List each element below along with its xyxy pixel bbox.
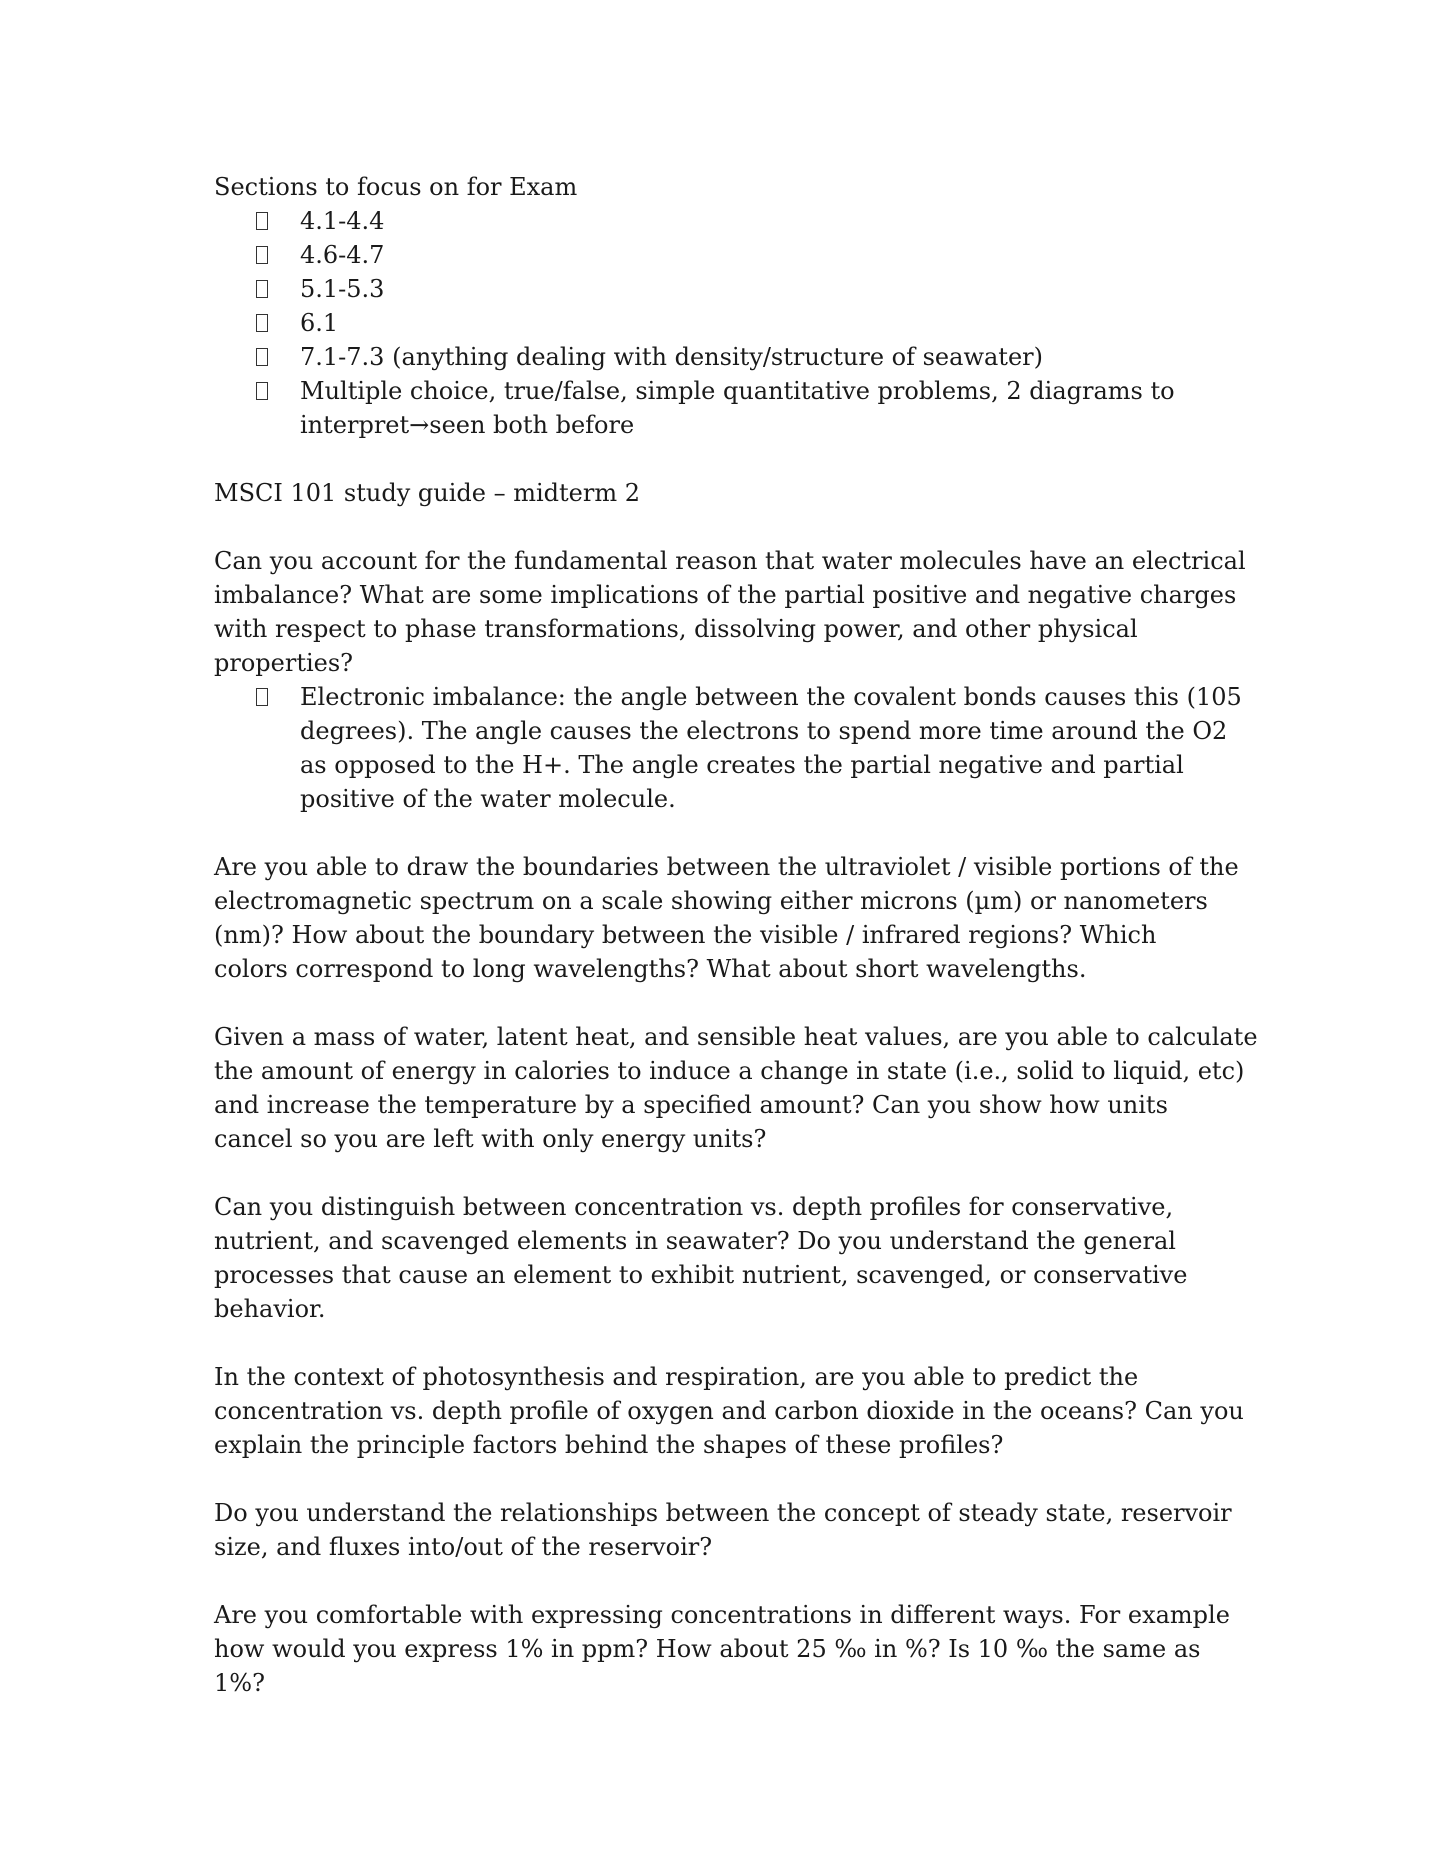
list-item: Electronic imbalance: the angle between the covalent bonds causes this (105 degrees). The angle causes the electrons to spend more time around the O2 as opposed to the H+. The angle creates the partial negative and partial positive of the water molecule. bbox=[256, 680, 1254, 816]
bullet-box-icon bbox=[256, 314, 268, 332]
bullet-box-icon bbox=[256, 212, 268, 230]
question-depth-profiles: Can you distinguish between concentration vs. depth profiles for conservative, nutrient, and scavenged elements in seawater? Do you understand the general processes that cause an element to exhibit nutrient, scavenged, or conservative behavior. bbox=[214, 1193, 1188, 1323]
page-title: MSCI 101 study guide – midterm 2 bbox=[214, 479, 640, 507]
list-item: 5.1-5.3 bbox=[256, 272, 1254, 306]
focus-list bbox=[214, 204, 1254, 442]
list-item: 4.1-4.4 bbox=[256, 204, 1254, 238]
question-water-imbalance: Can you account for the fundamental reason that water molecules have an electrical imbalance? What are some implications of the partial positive and negative charges with respect to phase transformations, dissolving power, and other physical properties? bbox=[214, 547, 1246, 677]
list-item: 7.1-7.3 (anything dealing with density/structure of seawater) bbox=[256, 340, 1254, 374]
list-item: 4.6-4.7 bbox=[256, 238, 1254, 272]
study-guide-page bbox=[214, 170, 1258, 1700]
bullet-box-icon bbox=[256, 348, 268, 366]
question-spectrum: Are you able to draw the boundaries between the ultraviolet / visible portions of the electromagnetic spectrum on a scale showing either microns (µm) or nanometers (nm)? How about the boundary between the visible / infrared regions? Which colors correspond to long wavelengths? What about short wavelengths. bbox=[214, 853, 1239, 983]
bullet-box-icon bbox=[256, 688, 268, 706]
question-latent-heat: Given a mass of water, latent heat, and sensible heat values, are you able to calculate the amount of energy in calories to induce a change in state (i.e., solid to liquid, etc) and increase the temperature by a specified amount? Can you show how units cancel so you are left with only energy units? bbox=[214, 1023, 1258, 1153]
list-item: Multiple choice, true/false, simple quantitative problems, 2 diagrams to interpret→seen both before bbox=[256, 374, 1254, 442]
question-steady-state: Do you understand the relationships between the concept of steady state, reservoir size, and fluxes into/out of the reservoir? bbox=[214, 1499, 1232, 1561]
answer-list bbox=[214, 680, 1254, 816]
bullet-box-icon bbox=[256, 246, 268, 264]
question-photosynthesis: In the context of photosynthesis and respiration, are you able to predict the concentration vs. depth profile of oxygen and carbon dioxide in the oceans? Can you explain the principle factors behind the shapes of these profiles? bbox=[214, 1363, 1244, 1459]
focus-title: Sections to focus on for Exam bbox=[214, 173, 578, 201]
focus-section bbox=[214, 170, 1254, 204]
bullet-box-icon bbox=[256, 280, 268, 298]
list-item: 6.1 bbox=[256, 306, 1254, 340]
question-concentrations: Are you comfortable with expressing concentrations in different ways. For example how would you express 1% in ppm? How about 25 ‰ in %? Is 10 ‰ the same as 1%? bbox=[214, 1601, 1230, 1697]
bullet-box-icon bbox=[256, 382, 268, 400]
